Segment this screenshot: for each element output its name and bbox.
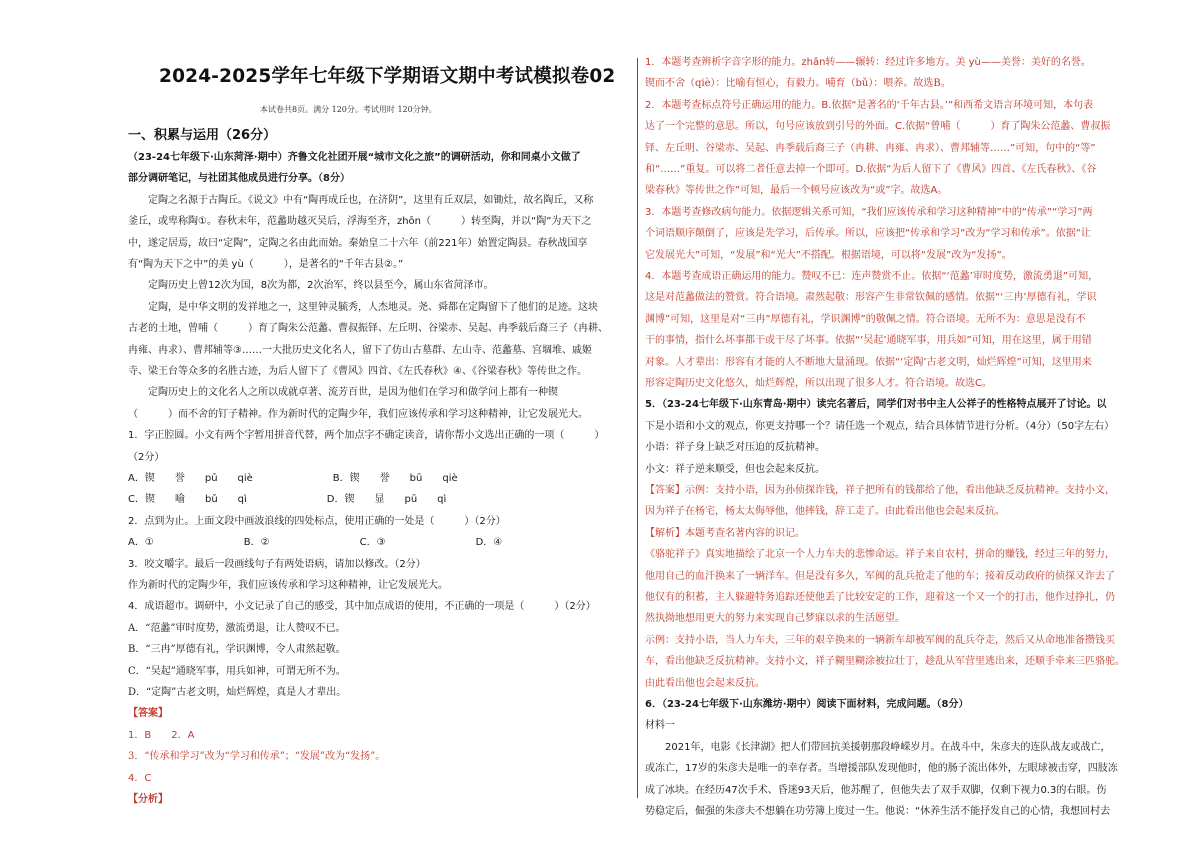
right-text-line: 渊博”可知，这里是对“三冉”厚德有礼，学识渊博”的敬佩之情。符合语境。无所不为：意思是没有不 [645,313,1086,325]
left-text-line: 1．B 2．A [128,729,195,741]
left-text-line: （2分） [128,451,165,463]
right-text-line: 由此看出他也会起来反抗。 [645,677,765,689]
left-text-line: （23-24七年级下·山东菏泽·期中）齐鲁文化社团开展“城市文化之旅”的调研活动，你和同桌小文做了 [128,152,581,163]
right-text-line: 1．本题考查辨析字音字形的能力。zhǎn转——辗转：经过许多地方。美 yù——美誉：美好的名誉。 [645,57,1091,68]
right-text-line: 形容定陶历史文化悠久，灿烂辉煌，所以出现了很多人才。符合语境。故选C。 [645,378,992,389]
left-text-line: A．① B．② C．③ D．④ [128,537,503,549]
right-text-line: 4．本题考查成语正确运用的能力。赞叹不已：连声赞赏不止。依据“‘范蠡’审时度势，激流勇退”可知， [645,271,1099,282]
right-text-line: 下是小语和小文的观点，你更支持哪一个？请任选一个观点，结合具体情节进行分析。（4分）（50字左右） [645,420,1115,432]
left-text-line: （ ）而不舍的钉子精神。作为新时代的定陶少年，我们应该传承和学习这种精神，让它发展光大。 [128,408,588,420]
right-text-line: 2．本题考查标点符号正确运用的能力。B.依据“是著名的‘千年古县。’”和西希文语言环境可知，本句表 [645,99,1094,111]
left-text-line: 中，遂定居焉，故曰“定陶”，定陶之名由此而始。秦始皇二十六年（前221年）始置定陶县。春秋战国享 [128,237,588,249]
left-text-line: 4．C [128,772,152,784]
right-text-line: 【解析】本题考查名著内容的识记。 [645,527,805,539]
left-text-line: A．“范蠡”审时度势，激流勇退，让人赞叹不已。 [128,622,346,634]
right-text-line: 然执拗地想用更大的努力来实现自己梦寐以求的生活愿望。 [645,613,905,625]
left-text-line: D．“定陶”古老文明，灿烂辉煌，真是人才辈出。 [128,687,347,698]
right-text-line: 车，看出他缺乏反抗精神。支持小文，祥子糊里糊涂被拉壮丁，趁乱从军营里逃出来，还顺手牵来三匹骆驼。 [645,656,1125,668]
left-text-line: 有“陶为天下之中”的美 yù（ ），是著名的“千年古县②。” [128,259,404,270]
left-text-line: C．锲 喻 bǔ qì D．锲 显 pū qì [128,494,447,506]
right-text-line: 小语：祥子身上缺乏对压迫的反抗精神。 [645,442,825,454]
right-text-line: 达了一个完整的意思。所以，句号应该放到引号的外面。C.依据“曾哺（ ）育了陶朱公范蠡、曹叔振 [645,121,1111,133]
left-text-line: 4．成语超市。调研中，小文记录了自己的感受，其中加点成语的使用，不正确的一项是（ ）（2分） [128,601,596,613]
right-text-line: 这是对范蠡做法的赞赏。符合语境。肃然起敬：形容产生非常钦佩的感情。依据“‘三冉’厚德有礼，学识 [645,292,1097,304]
page-title: 2024-2025学年七年级下学期语文期中考试模拟卷02 [159,66,616,87]
right-text-line: 因为祥子在杨宅，杨太太侮辱他，他摔钱，辞工走了。由此看出他也会起来反抗。 [645,506,1005,518]
right-text-line: 或冻亡，17岁的朱彦夫是唯一的幸存者。当增援部队发现他时，他的肠子流出体外，左眼球被击穿，四肢冻 [645,763,1118,775]
right-text-line: 和“……”重复。可以将二者任意去掉一个即可。D.依据“为后人留下了《曹风》四首、《左氏春秋》、《谷 [645,164,1097,175]
right-text-line: 《骆驼祥子》真实地描绘了北京一个人力车夫的悲惨命运。祥子来自农村，拼命的赚钱，经过三年的努力， [645,549,1115,561]
left-text-line: 古老的土地，曾哺（ ）育了陶朱公范蠡、曹叔振铎、左丘明、谷梁赤、吴起、冉季载后裔三子（冉耕、 [128,323,608,335]
left-text-line: 作为新时代的定陶少年，我们应该传承和学习这种精神，让它发展光大。 [128,580,448,591]
left-text-line: 定陶历史上曾12次为国，8次为都，2次治军，终以县至今，属山东省菏泽市。 [128,280,494,292]
left-column [124,0,631,849]
right-column [645,0,1145,849]
left-text-line: 冉雍、冉求）、曹邦辅等③……一大批历史文化名人，留下了仿山古墓群、左山寺、范蠡墓、宫堌堆、戚姬 [128,344,592,356]
section-heading: 一、积累与运用（26分） [128,128,277,143]
right-text-line: 【答案】示例：支持小语，因为孙侦探诈钱，祥子把所有的钱都给了他，看出他缺乏反抗精神。支持小文， [645,485,1115,496]
left-text-line: 定陶，是中华文明的发祥地之一，这里钟灵毓秀，人杰地灵。尧、舜都在定陶留下了他们的足迹。这块 [128,301,598,313]
right-text-line: 锲而不舍（qiè）：比喻有恒心，有毅力。哺育（bǔ）：喂养。故选B。 [645,78,951,90]
right-text-line: 6．（23-24七年级下·山东潍坊·期中）阅读下面材料，完成问题。（8分） [645,699,969,710]
exam-meta: 本试卷共8页。满分 120分。考试用时 120分钟。 [260,105,437,114]
left-text-line: 3．“传承和学习”改为“学习和传承”；“发展”改为“发扬”。 [128,751,386,763]
left-text-line: 部分调研笔记，与社团其他成员进行分享。（8分） [128,173,350,185]
right-text-line: 它发展光大”可知，“发展”和“光大”不搭配。根据语境，可以将“发展”改为“发扬”。 [645,249,1012,261]
right-text-line: 材料一 [645,720,675,732]
right-text-line: 梁春秋》等传世之作”可知，最后一个顿号应该改为“或”字。故选A。 [645,185,948,197]
right-text-line: 干的事情，指什么坏事都干或干尽了坏事。依据“‘吴起’通晓军事，用兵如”可知，用在这里，属于用错 [645,335,1092,347]
right-text-line: 对象。人才辈出：形容有才能的人不断地大量涌现。依据“‘定陶’古老文明，灿烂辉煌”可知，这里用来 [645,356,1092,368]
right-text-line: 5．（23-24七年级下·山东青岛·期中）读完名著后，同学们对书中主人公祥子的性格特点展开了讨论。以 [645,399,1107,411]
left-text-line: 釜丘，或卑称陶①。春秋末年，范蠡助越灭吴后，浮海至齐，zhōn（ ）转至陶，并以“陶”为天下之 [128,216,592,228]
right-text-line: 势稳定后，倔强的朱彦夫不想躺在功劳簿上度过一生。他说：“休养生活不能抒发自己的心情，我想回村去 [645,806,1111,817]
left-text-line: 【答案】 [128,708,168,720]
right-text-line: 示例：支持小语，当人力车夫，三年的艰辛换来的一辆新车却被军阀的乱兵夺走，然后又从命地准备攒钱买 [645,634,1115,646]
left-text-line: 【分析】 [128,794,168,805]
left-text-line: B．“三冉”厚德有礼，学识渊博，令人肃然起敬。 [128,644,346,656]
right-text-line: 小文：祥子逆来顺受，但也会起来反抗。 [645,463,825,475]
left-text-line: 2．点到为止。上面文段中画波浪线的四处标点，使用正确的一处是（ ）（2分） [128,515,506,527]
left-text-line: 寺、梁王台等众多的名胜古迹，为后人留下了《曹风》四首、《左氏春秋》④、《谷梁春秋》等传世之作。 [128,366,587,377]
left-text-line: 3．咬文嚼字。最后一段画线句子有两处语病，请加以修改。（2分） [128,558,426,570]
right-text-line: 2021年，电影《长津湖》把人们带回抗美援朝那段峥嵘岁月。在战斗中，朱彦夫的连队战友或战亡， [645,741,1111,753]
right-text-line: 他用自己的血汗换来了一辆洋车。但是没有多久，军阀的乱兵抢走了他的车；接着反动政府的侦探又诈去了 [645,570,1115,582]
column-divider [637,58,638,798]
left-text-line: C．“吴起”通晓军事，用兵如神，可谓无所不为。 [128,665,346,677]
left-text-line: A．锲 誉 pū qiè B．锲 誉 bū qiè [128,473,458,484]
right-text-line: 他仅有的积蓄，主人躲避特务追踪还使他丢了比较安定的工作，迎着这一个又一个的打击，他作过挣扎，仍 [645,592,1115,603]
right-text-line: 3．本题考查修改病句能力。依据逻辑关系可知，“我们应该传承和学习这种精神”中的“传承”“学习”两 [645,206,1093,218]
left-text-line: 定陶之名源于古陶丘。《说文》中有“陶再成丘也，在济阴”，这里有丘双层，如锄灶，故名陶丘，又称 [128,194,594,206]
right-text-line: 铎、左丘明、谷梁赤、吴起、冉季载后裔三子（冉耕、冉雍、冉求）、曹邦辅等……”可知，句中的“等” [645,142,1096,154]
left-text-line: 1．字正腔圆。小文有两个字暂用拼音代替，两个加点字不确定读音，请你帮小文选出正确的一项（ ） [128,430,605,442]
right-text-line: 个词语顺序颠倒了，应该是先学习，后传承。所以，应该把“传承和学习”改为“学习和传承”。依据“让 [645,228,1091,240]
right-text-line: 成了冰块。在经历47次手术、昏迷93天后，他苏醒了，但他失去了双手双脚，仅剩下视力0.3的右眼。伤 [645,784,1107,796]
left-text-line: 定陶历史上的文化名人之所以成就卓著、流芳百世，是因为他们在学习和做学问上都有一种锲 [128,387,558,399]
